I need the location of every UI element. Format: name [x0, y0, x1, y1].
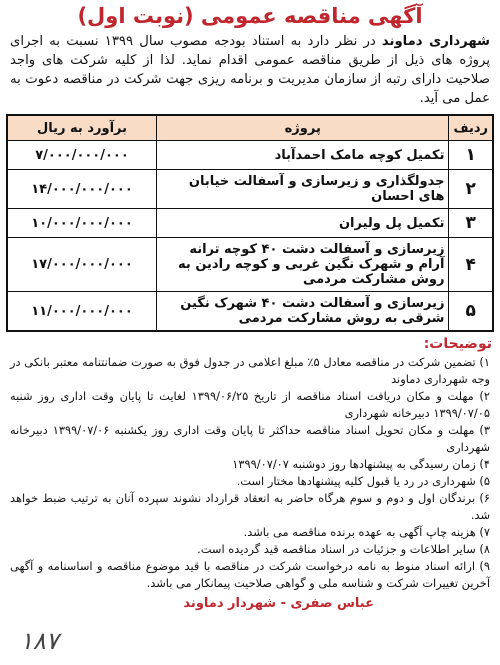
notes-heading: توضیحات: [423, 336, 492, 352]
row-project: زیرسازی و آسفالت دشت ۴۰ شهرک نگین شرقی به روش مشارکت مردمی [157, 292, 449, 332]
handwritten-number: ۱۸۷ [20, 627, 59, 655]
table-row [7, 238, 493, 292]
row-number: ۳ [449, 209, 493, 238]
table-row [7, 209, 493, 238]
notes-list [6, 354, 494, 592]
header-row-number: ردیف [449, 115, 493, 141]
table-row [7, 292, 493, 332]
intro-organization: شهرداری دماوند [381, 34, 490, 49]
row-number: ۲ [449, 170, 493, 209]
intro-text: در نظر دارد به استناد بودجه مصوب سال ۱۳۹۹ نسبت به اجرای پروژه های ذیل از طریق مناقصه عمومی اقدام نماید. لذا از کلیه شرکت های واجد صلاحیت دارای رتبه از سازمان مدیریت و برنامه ریزی جهت شرکت در مناقصه دعوت به عمل می آید. [10, 34, 490, 106]
row-estimate: ۱۰/۰۰۰/۰۰۰/۰۰۰ [7, 209, 157, 238]
note-item: ۳) مهلت و مکان تحویل اسناد مناقصه حداکثر تا پایان وقت اداری روز یکشنبه ۱۳۹۹/۰۷/۰۶ دبیرخانه شهرداری [10, 423, 490, 454]
row-estimate: ۷/۰۰۰/۰۰۰/۰۰۰ [7, 141, 157, 170]
note-item: ۴) زمان رسیدگی به پیشنهادها روز دوشنبه ۱۳۹۹/۰۷/۰۷ [232, 457, 490, 471]
table-header-row [7, 115, 493, 141]
row-project: جدولگذاری و زیرسازی و آسفالت خیابان های احسان [157, 170, 449, 209]
row-project: تکمیل پل ولیران [157, 209, 449, 238]
header-project: پروژه [157, 115, 449, 141]
row-number: ۵ [449, 292, 493, 332]
row-estimate: ۱۴/۰۰۰/۰۰۰/۰۰۰ [7, 170, 157, 209]
note-item: ۱) تضمین شرکت در مناقصه معادل ۵٪ مبلغ اعلامی در جدول فوق به صورت ضمانتنامه معتبر بانکی در وجه شهرداری دماوند [10, 355, 490, 386]
row-project: تکمیل کوچه مامک احمدآباد [157, 141, 449, 170]
row-estimate: ۱۱/۰۰۰/۰۰۰/۰۰۰ [7, 292, 157, 332]
row-project: زیرسازی و آسفالت دشت ۴۰ کوچه ترانه آرام و شهرک نگین غربی و کوچه رادین به روش مشارکت مردمی [157, 238, 449, 292]
projects-table [6, 114, 494, 332]
note-item: ۵) شهرداری در رد یا قبول کلیه پیشنهادها مختار است. [236, 474, 490, 488]
intro-paragraph [10, 32, 490, 108]
header-estimate: برآورد به ریال [7, 115, 157, 141]
signature: عباس صفری - شهردار دماوند [183, 596, 374, 611]
note-item: ۸) سایر اطلاعات و جزئیات در اسناد مناقصه قید گردیده است. [197, 542, 490, 556]
note-item: ۹) ارائه اسناد منوط به نامه درخواست شرکت در مناقصه با قید موضوع مناقصه و اساسنامه و آگهی آخرین تغییرات شرکت و شناسه ملی و گواهی صلاحیت پیمانکار می باشد. [10, 559, 490, 590]
notice-title: آگهی مناقصه عمومی (نوبت اول) [77, 4, 423, 28]
row-number: ۱ [449, 141, 493, 170]
row-estimate: ۱۷/۰۰۰/۰۰۰/۰۰۰ [7, 238, 157, 292]
row-number: ۴ [449, 238, 493, 292]
table-row [7, 170, 493, 209]
note-item: ۶) برندگان اول و دوم و سوم هرگاه حاضر به انعقاد قرارداد نشوند سپرده آنان به ترتیب ضبط خواهد شد. [10, 491, 490, 522]
table-row [7, 141, 493, 170]
note-item: ۷) هزینه چاپ آگهی به عهده برنده مناقصه می باشد. [243, 525, 490, 539]
tender-notice [6, 4, 494, 655]
note-item: ۲) مهلت و مکان دریافت اسناد مناقصه از تاریخ ۱۳۹۹/۰۶/۲۵ لغایت تا پایان وقت اداری روز شنبه ۱۳۹۹/۰۷/۰۵ دبیرخانه شهرداری [10, 389, 490, 420]
